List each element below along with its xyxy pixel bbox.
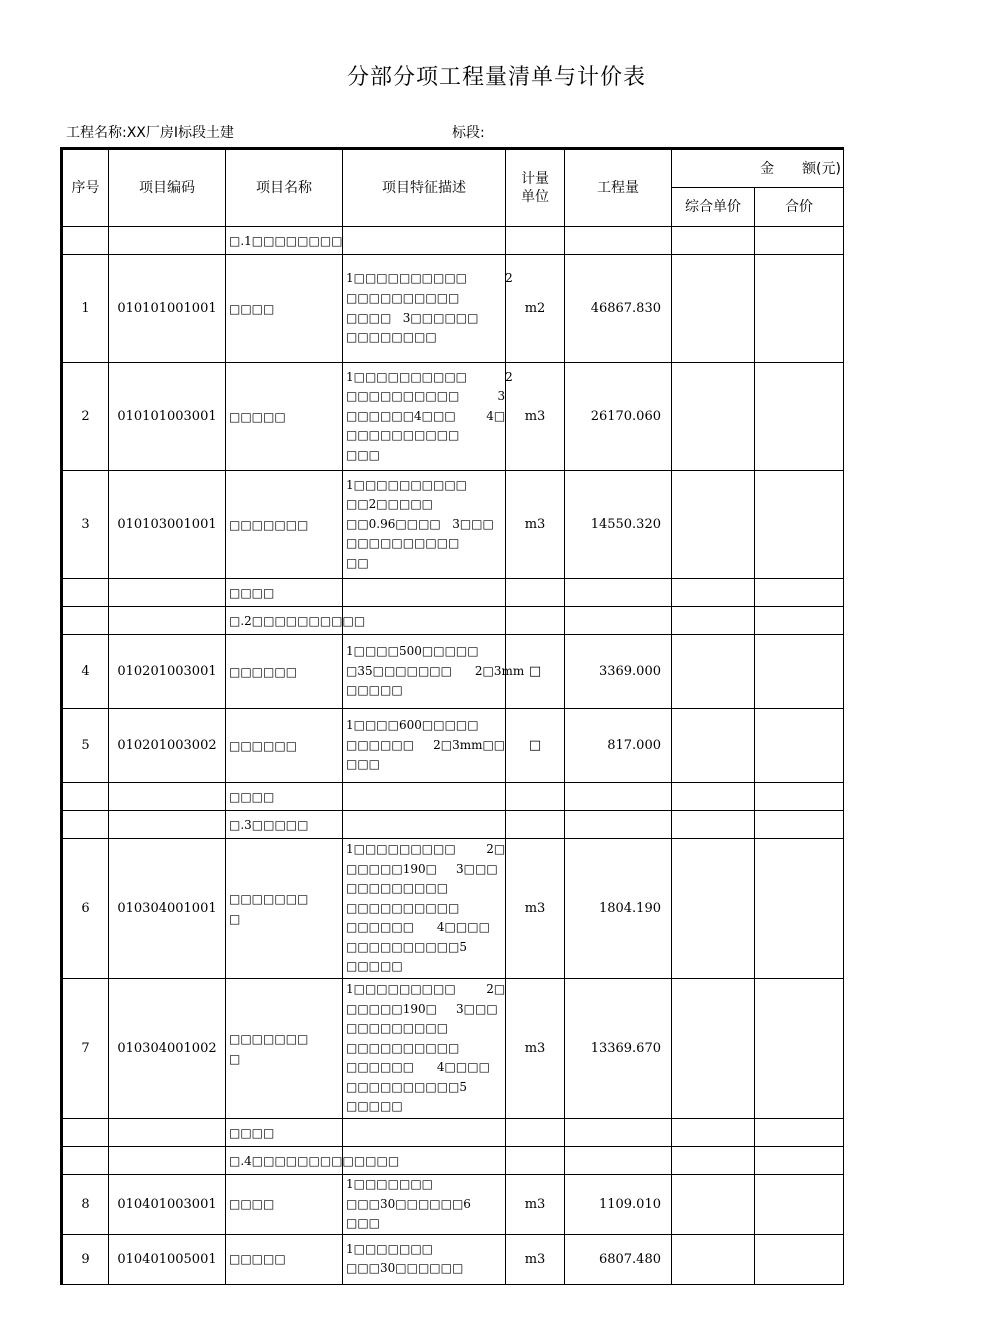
cell-unit-price [672, 607, 755, 635]
cell-name: □□□□□□□ □ [226, 979, 343, 1119]
cell-total [755, 227, 844, 255]
cell-seq: 5 [62, 709, 109, 783]
table-row [62, 1175, 844, 1235]
cell-name: □□□□□□□ [226, 471, 343, 579]
header-unit-text: 计量单位 [521, 171, 549, 205]
cell-name: □□□□ [226, 579, 343, 607]
cell-unit [506, 811, 565, 839]
page-title: 分部分项工程量清单与计价表 [346, 65, 646, 90]
cell-quantity: 14550.320 [565, 471, 672, 579]
cell-total [755, 607, 844, 635]
cell-code [109, 227, 226, 255]
subtotal-row [62, 1119, 844, 1147]
cell-name: □□□□□ [226, 363, 343, 471]
cell-description: 1□□□□□□□□□□ 2 □□□□□□□□□□ □□□□ 3□□□□□□ □□□□□□□□ [343, 255, 506, 363]
cell-total [755, 635, 844, 709]
cell-total [755, 839, 844, 979]
cell-seq [62, 579, 109, 607]
cell-unit-price [672, 635, 755, 709]
section-row [62, 811, 844, 839]
cell-quantity [565, 579, 672, 607]
cell-total [755, 1119, 844, 1147]
cell-description [343, 579, 506, 607]
cell-name: □.4□□□□□□□□□□□□□ [226, 1147, 343, 1175]
cell-name: □□□□ [226, 1119, 343, 1147]
cell-unit: m3 [506, 1175, 565, 1235]
header-seq: 序号 [62, 149, 109, 227]
cell-name: □.2□□□□□□□□□□ [226, 607, 343, 635]
cell-description: 1□□□□□□□□□ 2□ □□□□□190□ 3□□□ □□□□□□□□□ □□□□□□□□□□ □□□□□□ 4□□□□ □□□□□□□□□□5 □□□□□ [343, 979, 506, 1119]
cell-code [109, 1147, 226, 1175]
cell-unit-price [672, 471, 755, 579]
cell-total [755, 1175, 844, 1235]
cell-seq: 2 [62, 363, 109, 471]
cell-code [109, 579, 226, 607]
cell-unit [506, 579, 565, 607]
cell-name: □□□□□□ [226, 709, 343, 783]
cell-description: 1□□□□□□□□□ 2□ □□□□□190□ 3□□□ □□□□□□□□□ □□□□□□□□□□ □□□□□□ 4□□□□ □□□□□□□□□□5 □□□□□ [343, 839, 506, 979]
cell-description: 1□□□□□□□ □□□30□□□□□□6 □□□ [343, 1175, 506, 1235]
cell-unit-price [672, 579, 755, 607]
cell-total [755, 783, 844, 811]
subtotal-row [62, 783, 844, 811]
bid-section-label: 标段: [452, 125, 485, 141]
cell-seq [62, 1119, 109, 1147]
cell-unit-price [672, 709, 755, 783]
table-row [62, 255, 844, 363]
cell-code [109, 811, 226, 839]
section-row [62, 607, 844, 635]
cell-seq [62, 811, 109, 839]
cell-total [755, 579, 844, 607]
cell-quantity [565, 227, 672, 255]
cell-code [109, 607, 226, 635]
cell-quantity: 1109.010 [565, 1175, 672, 1235]
cell-code: 010401003001 [109, 1175, 226, 1235]
cell-unit-price [672, 363, 755, 471]
cell-unit: m3 [506, 1234, 565, 1284]
cell-total [755, 979, 844, 1119]
cell-seq: 7 [62, 979, 109, 1119]
cell-total [755, 709, 844, 783]
cell-description [343, 607, 506, 635]
cell-unit-price [672, 1147, 755, 1175]
table-row [62, 1234, 844, 1284]
cell-unit: m3 [506, 839, 565, 979]
cell-name: □□□□□□ [226, 635, 343, 709]
cell-description: 1□□□□600□□□□□ □□□□□□ 2□3mm□□ □□□ [343, 709, 506, 783]
cell-total [755, 1147, 844, 1175]
cell-seq: 3 [62, 471, 109, 579]
cell-unit-price [672, 783, 755, 811]
cell-unit-price [672, 979, 755, 1119]
header-unit [506, 149, 565, 227]
cell-unit-price [672, 227, 755, 255]
cell-description: 1□□□□□□□ □□□30□□□□□□ [343, 1234, 506, 1284]
header-quantity: 工程量 [565, 149, 672, 227]
cell-unit: m2 [506, 255, 565, 363]
cell-unit: □ [506, 635, 565, 709]
header-amount-jin: 金 [760, 160, 775, 177]
cell-code: 010401005001 [109, 1234, 226, 1284]
cell-code: 010103001001 [109, 471, 226, 579]
cell-name: □□□□ [226, 1175, 343, 1235]
cell-seq [62, 783, 109, 811]
cell-seq [62, 1147, 109, 1175]
table-row [62, 363, 844, 471]
cell-seq: 4 [62, 635, 109, 709]
cell-code: 010101003001 [109, 363, 226, 471]
cell-description: 1□□□□□□□□□□ 2 □□□□□□□□□□ 3 □□□□□□4□□□ 4□ □□□□□□□□□□ □□□ [343, 363, 506, 471]
cell-unit [506, 1119, 565, 1147]
cell-unit: m3 [506, 471, 565, 579]
cell-description [343, 783, 506, 811]
cell-code: 010304001002 [109, 979, 226, 1119]
header-amount-yuan: 额(元) [802, 160, 841, 177]
header-code: 项目编码 [109, 149, 226, 227]
cell-seq [62, 227, 109, 255]
cell-quantity [565, 783, 672, 811]
cell-unit: m3 [506, 979, 565, 1119]
section-row [62, 227, 844, 255]
cell-name: □□□□□□□ □ [226, 839, 343, 979]
cell-unit [506, 227, 565, 255]
cell-quantity: 3369.000 [565, 635, 672, 709]
cell-code: 010201003001 [109, 635, 226, 709]
cell-code [109, 1119, 226, 1147]
cell-unit-price [672, 1234, 755, 1284]
cell-quantity: 817.000 [565, 709, 672, 783]
cell-description: 1□□□□500□□□□□ □35□□□□□□□ 2□3mm □□□□□ [343, 635, 506, 709]
cell-code: 010304001001 [109, 839, 226, 979]
table-row [62, 709, 844, 783]
table-row [62, 979, 844, 1119]
cell-code [109, 783, 226, 811]
cell-name: □.3□□□□□ [226, 811, 343, 839]
cell-seq [62, 607, 109, 635]
cell-unit-price [672, 1119, 755, 1147]
cell-total [755, 363, 844, 471]
cell-quantity: 13369.670 [565, 979, 672, 1119]
cell-seq: 6 [62, 839, 109, 979]
cell-seq: 1 [62, 255, 109, 363]
cell-name: □□□□ [226, 255, 343, 363]
project-name-label: 工程名称:XX厂房Ⅰ标段土建 [66, 125, 235, 141]
cell-unit [506, 607, 565, 635]
cell-name: □□□□□ [226, 1234, 343, 1284]
cell-total [755, 471, 844, 579]
cell-unit-price [672, 1175, 755, 1235]
bill-of-quantities-table [60, 147, 844, 1285]
header-amount [672, 149, 844, 188]
cell-quantity: 6807.480 [565, 1234, 672, 1284]
cell-quantity: 46867.830 [565, 255, 672, 363]
cell-unit: m3 [506, 363, 565, 471]
cell-unit [506, 783, 565, 811]
cell-description [343, 811, 506, 839]
cell-description: 1□□□□□□□□□□ □□2□□□□□ □□0.96□□□□ 3□□□ □□□□□□□□□□ □□ [343, 471, 506, 579]
table-row [62, 635, 844, 709]
cell-seq: 8 [62, 1175, 109, 1235]
header-total: 合价 [755, 188, 844, 227]
cell-unit-price [672, 839, 755, 979]
table-row [62, 839, 844, 979]
section-row [62, 1147, 844, 1175]
header-unit-price: 综合单价 [672, 188, 755, 227]
cell-quantity [565, 607, 672, 635]
cell-total [755, 1234, 844, 1284]
cell-quantity: 26170.060 [565, 363, 672, 471]
cell-unit-price [672, 255, 755, 363]
cell-unit: □ [506, 709, 565, 783]
cell-description [343, 227, 506, 255]
cell-quantity [565, 811, 672, 839]
cell-quantity [565, 1119, 672, 1147]
cell-quantity: 1804.190 [565, 839, 672, 979]
cell-code: 010201003002 [109, 709, 226, 783]
subtotal-row [62, 579, 844, 607]
cell-name: □.1□□□□□□□□ [226, 227, 343, 255]
cell-unit [506, 1147, 565, 1175]
cell-seq: 9 [62, 1234, 109, 1284]
header-description: 项目特征描述 [343, 149, 506, 227]
cell-unit-price [672, 811, 755, 839]
cell-name: □□□□ [226, 783, 343, 811]
cell-code: 010101001001 [109, 255, 226, 363]
cell-quantity [565, 1147, 672, 1175]
header-name: 项目名称 [226, 149, 343, 227]
cell-total [755, 255, 844, 363]
table-row [62, 471, 844, 579]
cell-total [755, 811, 844, 839]
cell-description [343, 1119, 506, 1147]
